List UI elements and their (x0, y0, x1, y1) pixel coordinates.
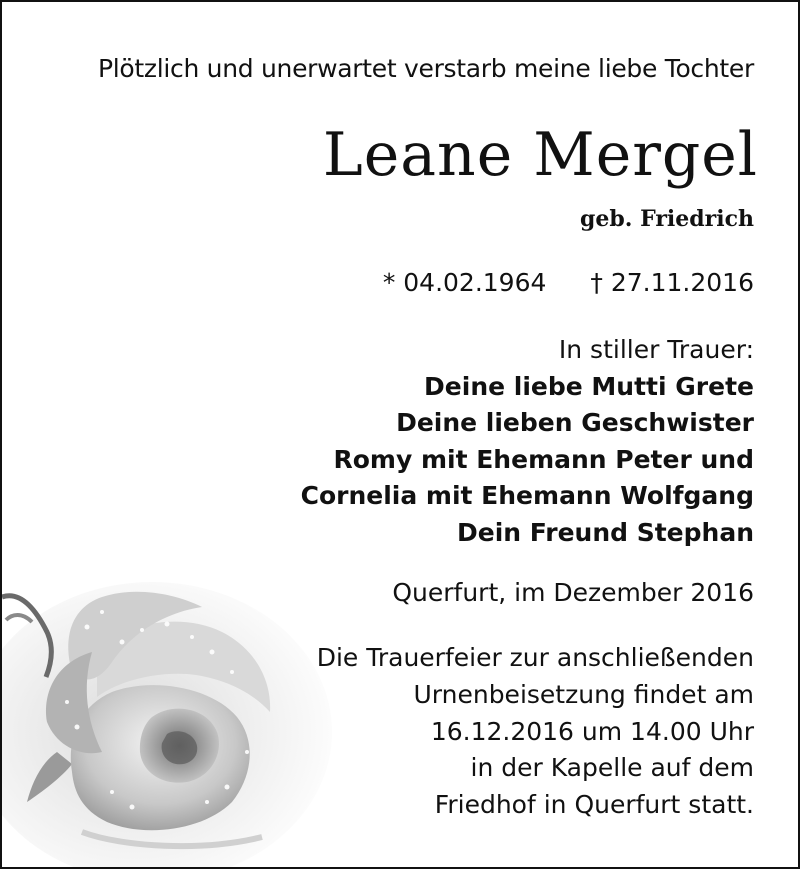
service-line: Friedhof in Querfurt statt. (434, 790, 754, 820)
service-line: Urnenbeisetzung findet am (413, 679, 754, 709)
deceased-name: Leane Mergel (322, 120, 758, 190)
service-line: 16.12.2016 um 14.00 Uhr (430, 716, 754, 746)
mourner-line: Cornelia mit Ehemann Wolfgang (300, 481, 754, 510)
maiden-name: geb. Friedrich (580, 206, 754, 232)
intro-text: Plötzlich und unerwartet verstarb meine liebe Tochter (98, 54, 754, 83)
service-info (317, 640, 754, 824)
service-line: Die Trauerfeier zur anschließenden (316, 643, 754, 672)
life-dates (383, 268, 754, 297)
mourner-line: Deine lieben Geschwister (396, 408, 754, 437)
mourner-line: Deine liebe Mutti Grete (424, 371, 754, 401)
rose-image (2, 502, 332, 869)
birth-date: * 04.02.1964 (382, 268, 547, 297)
mourning-header: In stiller Trauer: (558, 335, 754, 364)
mourners-block (301, 332, 754, 551)
death-date: † 27.11.2016 (590, 268, 754, 297)
place-and-date: Querfurt, im Dezember 2016 (392, 578, 754, 607)
service-line: in der Kapelle auf dem (470, 753, 754, 783)
mourner-line: Dein Freund Stephan (456, 517, 754, 547)
mourner-line: Romy mit Ehemann Peter und (333, 444, 754, 474)
